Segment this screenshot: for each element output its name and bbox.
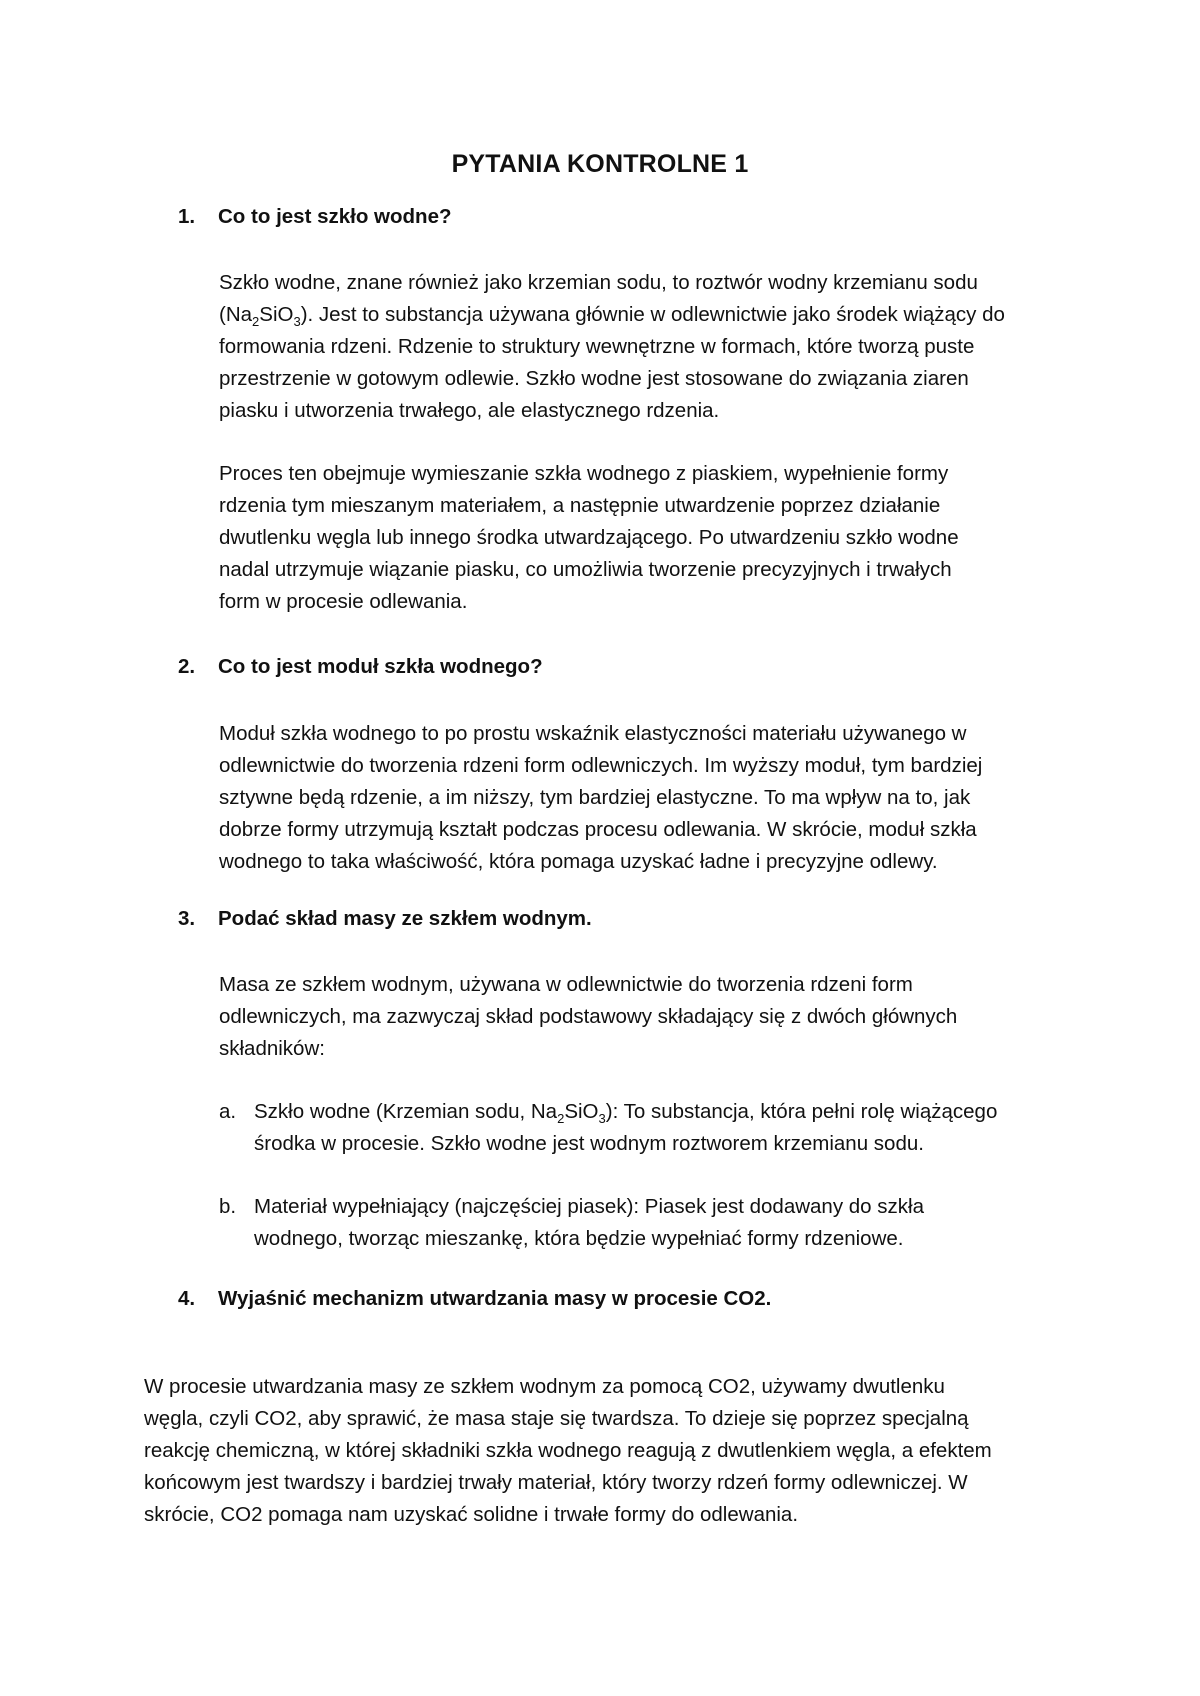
text-line: rdzenia tym mieszanym materiałem, a następnie utwardzenie poprzez działanie: [219, 494, 941, 517]
text-line: nadal utrzymuje wiązanie piasku, co umożliwia tworzenie precyzyjnych i trwałych: [219, 558, 952, 581]
text-line: węgla, czyli CO2, aby sprawić, że masa staje się twardsza. To dzieje się poprzez specjalną: [144, 1407, 969, 1430]
text-line: reakcję chemiczną, w której składniki szkła wodnego reagują z dwutlenkiem węgla, a efektem: [144, 1439, 992, 1462]
text-line: Proces ten obejmuje wymieszanie szkła wodnego z piaskiem, wypełnienie formy: [219, 462, 949, 485]
question-4-answer: [144, 1371, 1104, 1531]
question-3-number: 3.: [178, 907, 196, 930]
text-line: dwutlenku węgla lub innego środka utwardzającego. Po utwardzeniu szkło wodne: [219, 526, 959, 549]
question-1-text: Co to jest szkło wodne?: [218, 205, 452, 228]
question-3-intro: [219, 969, 1119, 1065]
text-line: form w procesie odlewania.: [219, 590, 468, 613]
text-line: środka w procesie. Szkło wodne jest wodnym roztworem krzemianu sodu.: [254, 1132, 924, 1155]
text-line-formula: Szkło wodne (Krzemian sodu, $Na_2SiO_3$): To substancja, która pełni rolę wiążącego: [254, 1100, 998, 1127]
text-line: wodnego, tworząc mieszankę, która będzie wypełniać formy rdzeniowe.: [254, 1227, 904, 1250]
question-1-number: 1.: [178, 205, 196, 228]
question-1-heading: [178, 205, 452, 229]
text-line: piasku i utworzenia trwałego, ale elastycznego rdzenia.: [219, 399, 720, 422]
text-line-formula: $(Na_2SiO_3)$. Jest to substancja używana głównie w odlewnictwie jako środek wiążący do: [219, 303, 1005, 330]
question-1-answer-paragraph-1: [219, 267, 1119, 427]
question-3-text: Podać skład masy ze szkłem wodnym.: [218, 907, 592, 930]
page-title: PYTANIA KONTROLNE 1: [451, 150, 749, 178]
question-2-heading: [178, 655, 543, 679]
list-item-label: b.: [219, 1195, 237, 1218]
question-4-text: Wyjaśnić mechanizm utwardzania masy w procesie CO2.: [218, 1287, 772, 1310]
text-line: formowania rdzeni. Rdzenie to struktury wewnętrzne w formach, które tworzą puste: [219, 335, 975, 358]
question-1-answer-paragraph-2: [219, 458, 1119, 618]
list-item-label: a.: [219, 1100, 237, 1123]
question-2-answer: [219, 718, 1119, 878]
question-4-heading: [178, 1287, 771, 1311]
text-line: sztywne będą rdzenie, a im niższy, tym bardziej elastyczne. To ma wpływ na to, jak: [219, 786, 971, 809]
text-line: końcowym jest twardszy i bardziej trwały materiał, który tworzy rdzeń formy odlewniczej. W: [144, 1471, 968, 1494]
text-line: Moduł szkła wodnego to po prostu wskaźnik elastyczności materiału używanego w: [219, 722, 967, 745]
question-4-number: 4.: [178, 1287, 196, 1310]
question-3-heading: [178, 907, 592, 931]
list-item-a: [219, 1096, 1119, 1160]
text-line: przestrzenie w gotowym odlewie. Szkło wodne jest stosowane do związania ziaren: [219, 367, 969, 390]
text-line: Szkło wodne, znane również jako krzemian sodu, to roztwór wodny krzemianu sodu: [219, 271, 978, 294]
text-line: wodnego to taka właściwość, która pomaga uzyskać ładne i precyzyjne odlewy.: [219, 850, 938, 873]
text-line: odlewniczych, ma zazwyczaj skład podstawowy składający się z dwóch głównych: [219, 1005, 958, 1028]
text-line: Materiał wypełniający (najczęściej piasek): Piasek jest dodawany do szkła: [254, 1195, 924, 1218]
text-line: Masa ze szkłem wodnym, używana w odlewnictwie do tworzenia rdzeni form: [219, 973, 913, 996]
question-2-number: 2.: [178, 655, 196, 678]
text-line: skrócie, CO2 pomaga nam uzyskać solidne i trwałe formy do odlewania.: [144, 1503, 799, 1526]
text-line: odlewnictwie do tworzenia rdzeni form odlewniczych. Im wyższy moduł, tym bardziej: [219, 754, 983, 777]
question-2-text: Co to jest moduł szkła wodnego?: [218, 655, 543, 678]
text-line: W procesie utwardzania masy ze szkłem wodnym za pomocą CO2, używamy dwutlenku: [144, 1375, 945, 1398]
text-line: składników:: [219, 1037, 325, 1060]
list-item-b: [219, 1191, 1119, 1255]
text-line: dobrze formy utrzymują kształt podczas procesu odlewania. W skrócie, moduł szkła: [219, 818, 977, 841]
